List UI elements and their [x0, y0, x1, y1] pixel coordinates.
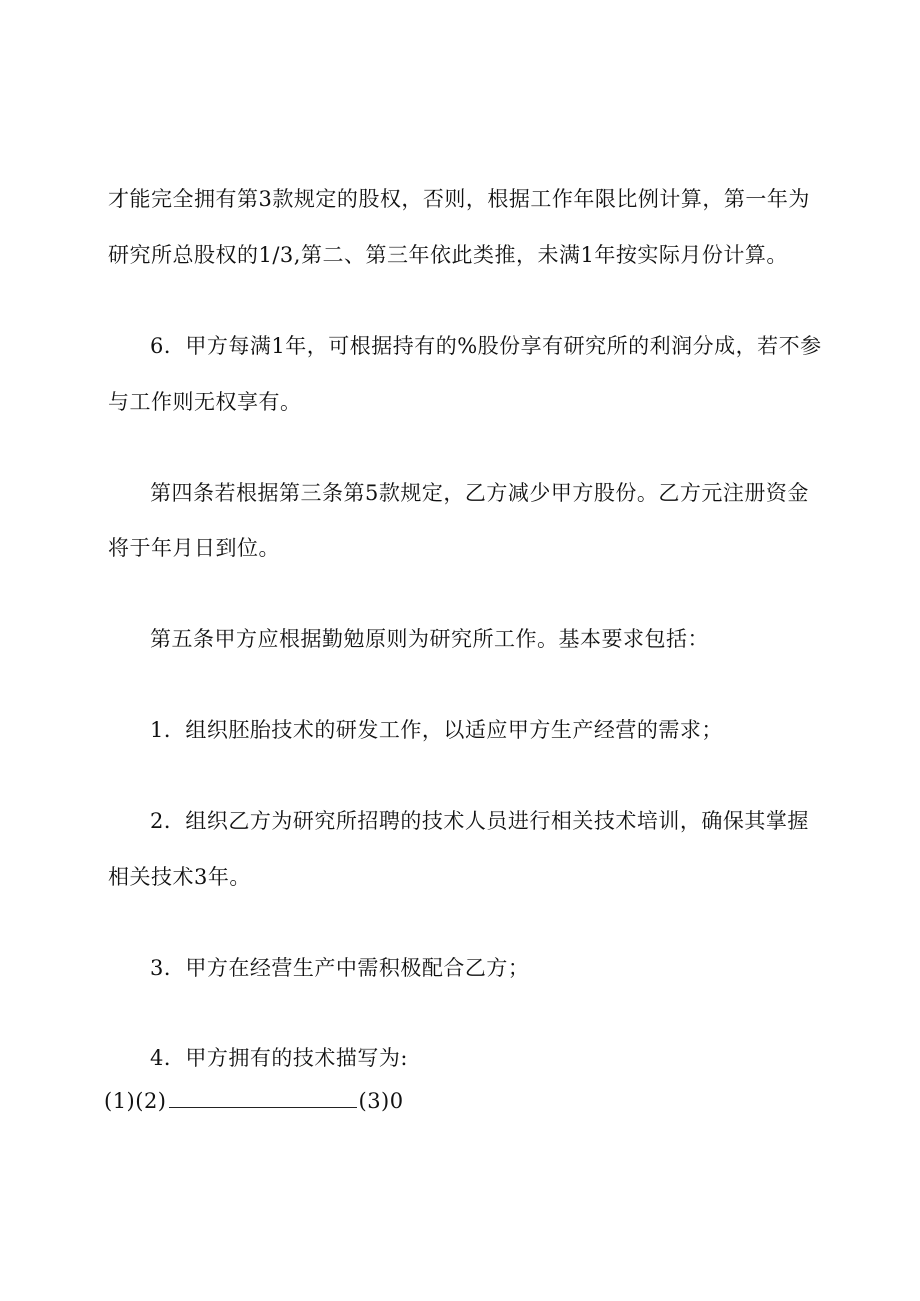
list-item: 1．组织胚胎技术的研发工作，以适应甲方生产经营的需求； — [150, 718, 723, 742]
paragraph-line: 第四条若根据第三条第5款规定，乙方减少甲方股份。乙方元注册资金 — [150, 481, 809, 505]
blank-field[interactable] — [169, 1089, 357, 1108]
fill-line-prefix: (1)(2) — [104, 1089, 167, 1113]
paragraph-line: 6．甲方每满1年，可根据持有的%股份享有研究所的利润分成，若不参 — [150, 334, 822, 358]
paragraph-line: 第五条甲方应根据勤勉原则为研究所工作。基本要求包括： — [150, 627, 709, 651]
paragraph-line: 才能完全拥有第3款规定的股权，否则，根据工作年限比例计算，第一年为 — [108, 187, 810, 211]
fill-in-line — [104, 1088, 404, 1114]
paragraph-line: 相关技术3年。 — [108, 865, 251, 889]
paragraph-line: 研究所总股权的1/3,第二、第三年依此类推，未满1年按实际月份计算。 — [108, 243, 788, 267]
list-item: 2．组织乙方为研究所招聘的技术人员进行相关技术培训，确保其掌握 — [150, 809, 809, 833]
paragraph-line: 将于年月日到位。 — [108, 536, 280, 560]
fill-line-suffix: (3)0 — [358, 1089, 404, 1113]
paragraph-line: 与工作则无权享有。 — [108, 390, 302, 414]
list-item: 3．甲方在经营生产中需积极配合乙方； — [150, 956, 530, 980]
list-item: 4．甲方拥有的技术描写为: — [150, 1046, 408, 1070]
